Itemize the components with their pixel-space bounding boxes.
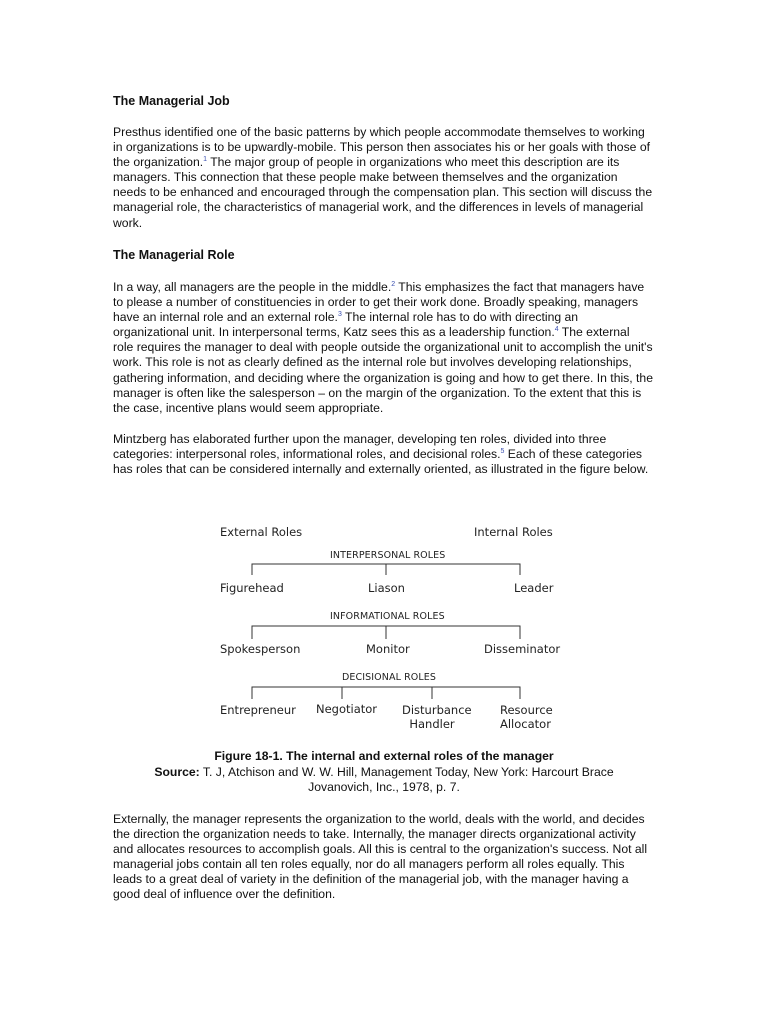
footnote-link-5[interactable]: 5 bbox=[500, 448, 505, 456]
informational-roles-heading: INFORMATIONAL ROLES bbox=[330, 611, 445, 622]
decisional-roles-heading: DECISIONAL ROLES bbox=[342, 672, 436, 683]
managerial-roles-figure bbox=[218, 522, 561, 734]
decisional-bracket bbox=[252, 687, 520, 699]
role-disturbance-handler: Disturbance Handler bbox=[402, 703, 472, 731]
figure-source-continued: Jovanovich, Inc., 1978, p. 7. bbox=[308, 780, 460, 794]
role-negotiator: Negotiator bbox=[316, 702, 378, 716]
interpersonal-roles-heading: INTERPERSONAL ROLES bbox=[330, 550, 446, 561]
role-resource-allocator: Resource Allocator bbox=[500, 703, 553, 731]
source-label: Source: bbox=[154, 765, 200, 779]
footnote-link-4[interactable]: 4 bbox=[554, 326, 559, 334]
figure-source bbox=[0, 765, 768, 780]
source-text: T. J, Atchison and W. W. Hill, Management Today, New York: Harcourt Brace bbox=[199, 765, 614, 779]
section-heading-managerial-role: The Managerial Role bbox=[113, 248, 235, 262]
informational-bracket bbox=[252, 626, 520, 639]
role-leader: Leader bbox=[514, 581, 554, 595]
role-liason: Liason bbox=[368, 581, 405, 595]
footnote-link-3[interactable]: 3 bbox=[337, 311, 342, 319]
role-entrepreneur: Entrepreneur bbox=[220, 703, 296, 717]
footnote-link-2[interactable]: 2 bbox=[391, 280, 396, 288]
paragraph-managerial-role: In a way, all managers are the people in the middle.$^2$ This emphasizes the fact that managers have to please a number of constituencies in order to get their work done. Broadly speaking, managers have an internal role and an external role.$^3$ The internal role has to do with directing an organizational unit. In interpersonal terms, Katz sees this as a leadership function.$^4$ The external role requires the manager to deal with people outside the organizational unit to accomplish the unit's work. This role is not as clearly defined as the internal role but involves developing relationships, gathering information, and deciding where the organization is going and how to get there. In this, the manager is often like the salesperson – on the margin of the organization. To the extent that this is the case, incentive plans would seem appropriate. bbox=[113, 280, 653, 415]
role-monitor: Monitor bbox=[366, 642, 410, 656]
external-roles-title: External Roles bbox=[220, 525, 303, 539]
internal-roles-title: Internal Roles bbox=[474, 525, 553, 539]
paragraph-closing: Externally, the manager represents the organization to the world, deals with the world, and decides the direction the organization needs to take. Internally, the manager directs organizational activity and allocates resources to accomplish goals. All this is central to the organization's success. Not all managerial jobs contain all ten roles equally, nor do all managers perform all roles equally. This leads to a great deal of variety in the definition of the managerial job, with the manager having a good deal of influence over the definition. bbox=[113, 812, 648, 902]
footnote-link-1[interactable]: 1 bbox=[203, 156, 208, 164]
section-heading-managerial-job: The Managerial Job bbox=[113, 94, 230, 108]
role-disseminator: Disseminator bbox=[484, 642, 561, 656]
role-spokesperson: Spokesperson bbox=[220, 642, 301, 656]
paragraph-mintzberg: Mintzberg has elaborated further upon the manager, developing ten roles, divided into three categories: interpersonal roles, informational roles, and decisional roles.$^5$ Each of these categories has roles that can be considered internally and externally oriented, as illustrated in the figure below. bbox=[113, 432, 649, 477]
figure-caption: Figure 18-1. The internal and external roles of the manager bbox=[214, 749, 554, 763]
interpersonal-bracket bbox=[252, 564, 520, 575]
role-figurehead: Figurehead bbox=[220, 581, 284, 595]
paragraph-managerial-job: Presthus identified one of the basic patterns by which people accommodate themselves to working in organizations is to be upwardly-mobile. This person then associates his or her goals with those of the organization.$^1$ The major group of people in organizations who meet this description are its managers. This connection that these people make between themselves and the organization needs to be enhanced and encouraged through the compensation plan. This section will discuss the managerial role, the characteristics of managerial work, and the differences in levels of managerial work. bbox=[113, 125, 653, 230]
